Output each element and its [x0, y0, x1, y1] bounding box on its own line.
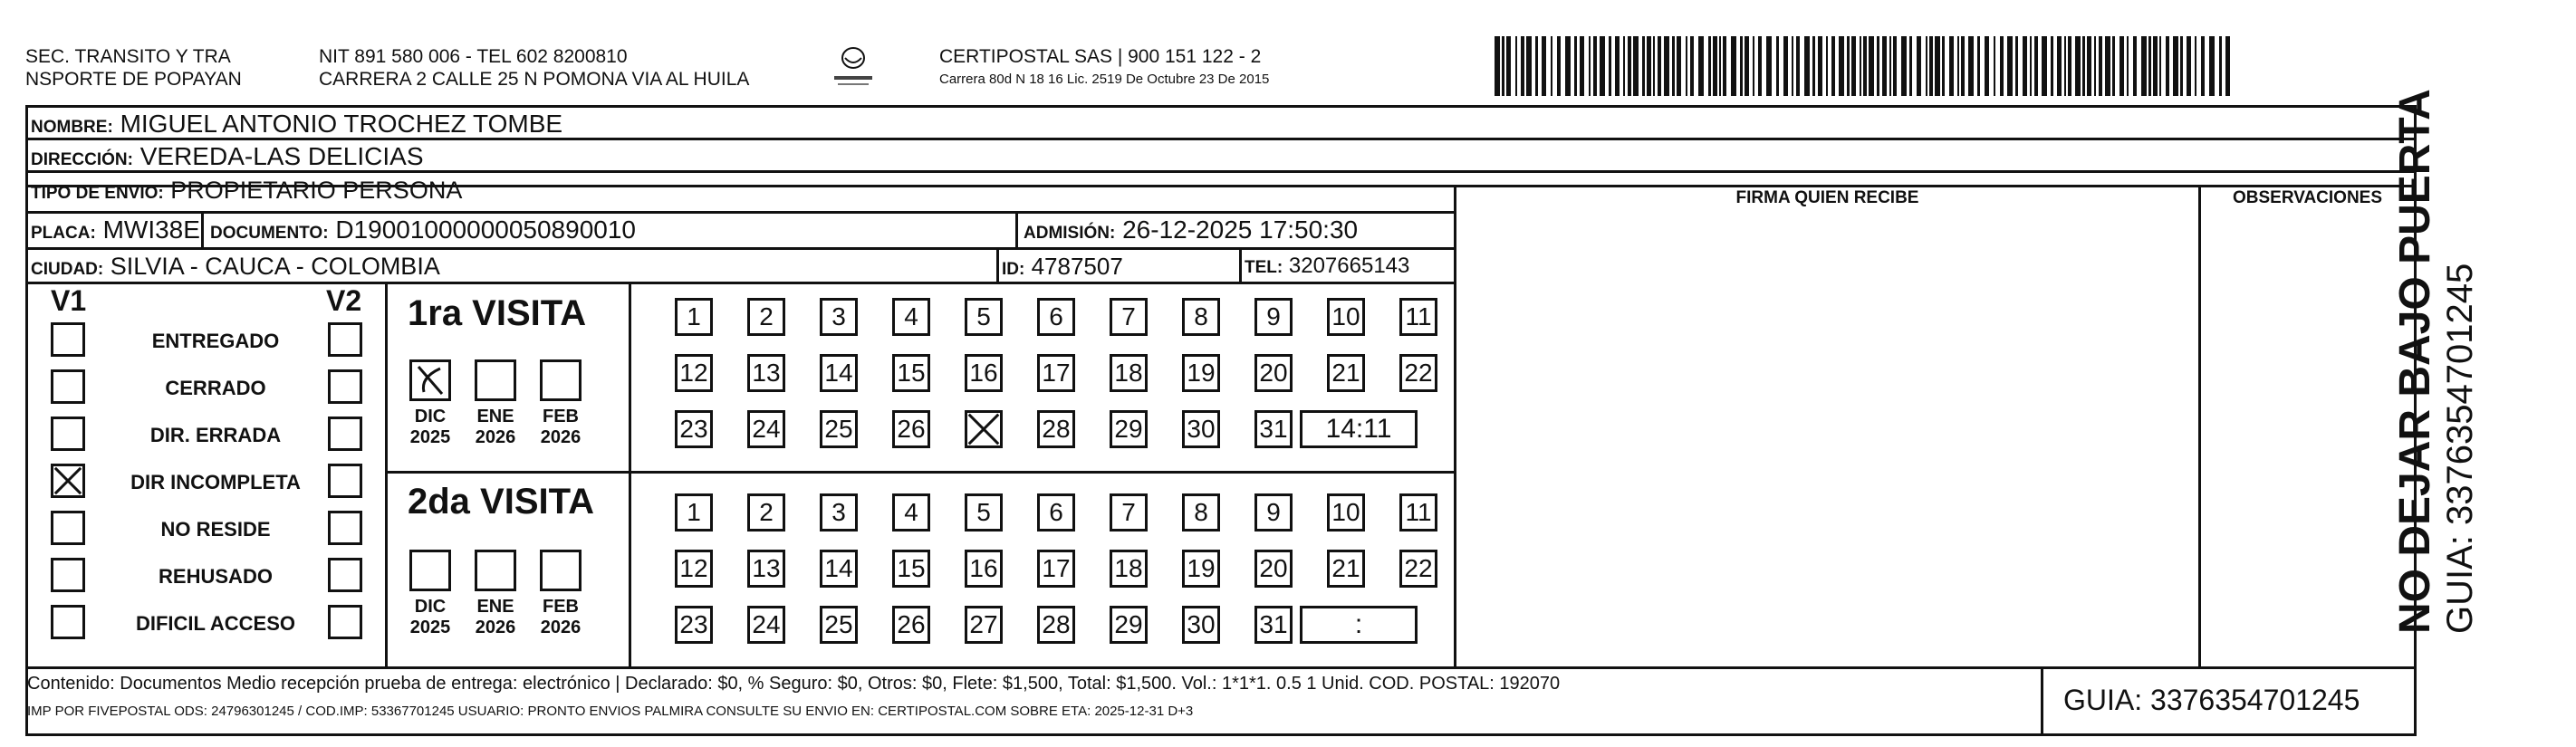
time-box: : — [1300, 606, 1418, 644]
month-checkbox — [475, 359, 516, 401]
barcode-bar — [2051, 36, 2053, 96]
day-box: 20 — [1254, 550, 1293, 588]
nit-line: NIT 891 580 006 - TEL 602 8200810 — [319, 46, 628, 67]
month-label — [399, 407, 462, 448]
barcode-bar — [2180, 36, 2183, 96]
id-field — [1002, 252, 1123, 284]
barcode-bar — [1869, 36, 1874, 96]
barcode-bar — [2141, 36, 2147, 96]
col-divider — [2041, 666, 2043, 736]
form-left-border — [25, 105, 28, 736]
day-box: 26 — [892, 606, 930, 644]
status-label: REHUSADO — [159, 565, 273, 588]
form-bottom-border — [25, 733, 2417, 736]
col-divider — [385, 282, 388, 666]
day-box: 17 — [1037, 550, 1075, 588]
barcode-bar — [1917, 36, 1921, 96]
month-year: 2025 — [409, 618, 451, 637]
barcode-bar — [1574, 36, 1577, 96]
barcode-bar — [1893, 36, 1897, 96]
barcode-bar — [1851, 36, 1856, 96]
barcode-bar — [2087, 36, 2091, 96]
col-divider — [2198, 185, 2201, 669]
id-label: ID: — [1002, 260, 1025, 279]
barcode-bar — [1557, 36, 1561, 96]
emblem-icon — [829, 40, 878, 91]
barcode-bar — [1783, 36, 1788, 96]
visit2-title: 2da VISITA — [408, 482, 594, 522]
barcode-bar — [1882, 36, 1887, 96]
day-box: 4 — [892, 298, 930, 336]
barcode-bar — [2023, 36, 2027, 96]
barcode-bar — [2007, 36, 2013, 96]
courier-name: CERTIPOSTAL SAS | 900 151 122 - 2 — [939, 46, 1262, 67]
tipo-value: PROPIETARIO PERSONA — [170, 177, 463, 204]
barcode-bar — [2034, 36, 2038, 96]
barcode-bar — [1600, 36, 1605, 96]
barcode-bar — [2153, 36, 2158, 96]
day-box: 19 — [1182, 354, 1220, 392]
barcode-bar — [1672, 36, 1675, 96]
barcode-bar — [1957, 36, 1959, 96]
barcode-bar — [2000, 36, 2004, 96]
time-box: 14:11 — [1300, 410, 1418, 448]
barcode-bar — [1526, 36, 1532, 96]
day-box: 13 — [747, 354, 785, 392]
day-box: 6 — [1037, 493, 1075, 532]
barcode-bar — [1535, 36, 1538, 96]
tel-field — [1245, 252, 1409, 283]
barcode-bar — [2148, 36, 2151, 96]
placa-value: MWI38E — [102, 215, 200, 244]
day-box: 10 — [1327, 493, 1365, 532]
firma-header: FIRMA QUIEN RECIBE — [1735, 188, 1919, 207]
month-year: 2025 — [409, 427, 451, 447]
barcode-bar — [1642, 36, 1645, 96]
barcode-bar — [1926, 36, 1927, 96]
day-box: 24 — [747, 606, 785, 644]
day-box: 21 — [1327, 354, 1365, 392]
barcode-bar — [1723, 36, 1726, 96]
nombre-field — [31, 110, 562, 142]
barcode-bar — [1719, 36, 1721, 96]
day-box: 18 — [1110, 550, 1148, 588]
barcode-bar — [2133, 36, 2137, 96]
barcode-bar — [1753, 36, 1754, 96]
footer-border — [25, 666, 2417, 669]
barcode-bar — [2201, 36, 2205, 96]
ciudad-field — [31, 252, 440, 284]
day-box: 14 — [820, 550, 858, 588]
day-box: 8 — [1182, 298, 1220, 336]
form-top-border — [25, 105, 2417, 108]
barcode-bar — [2068, 36, 2071, 96]
month-year: 2026 — [475, 427, 516, 447]
side-banner — [2391, 89, 2480, 634]
barcode-bar — [1766, 36, 1772, 96]
tipo-field — [31, 177, 462, 206]
col-divider — [1239, 247, 1242, 282]
v2-checkbox — [328, 464, 362, 498]
barcode — [1495, 36, 2237, 96]
v2-checkbox — [328, 322, 362, 357]
month-name: DIC — [414, 597, 447, 617]
day-box: 3 — [820, 493, 858, 532]
v2-checkbox — [328, 417, 362, 451]
day-box: 14 — [820, 354, 858, 392]
barcode-bar — [1961, 36, 1965, 96]
documento-value: D19001000000050890010 — [335, 215, 636, 244]
barcode-bar — [1593, 36, 1597, 96]
barcode-bar — [1804, 36, 1810, 96]
barcode-bar — [1949, 36, 1954, 96]
barcode-bar — [1609, 36, 1611, 96]
barcode-bar — [2173, 36, 2178, 96]
v1-header: V1 — [51, 284, 87, 317]
barcode-bar — [1839, 36, 1844, 96]
day-box: 21 — [1327, 550, 1365, 588]
barcode-bar — [1502, 36, 1504, 96]
barcode-bar — [2127, 36, 2129, 96]
v2-header: V2 — [326, 284, 362, 317]
barcode-bar — [1877, 36, 1879, 96]
day-box: 31 — [1254, 410, 1293, 448]
admision-value: 26-12-2025 17:50:30 — [1122, 215, 1359, 244]
barcode-bar — [2094, 36, 2096, 96]
nombre-value: MIGUEL ANTONIO TROCHEZ TOMBE — [120, 110, 563, 138]
barcode-bar — [1677, 36, 1681, 96]
day-box: 22 — [1399, 354, 1437, 392]
month-label — [399, 597, 462, 638]
barcode-bar — [1977, 36, 1980, 96]
imp-line: IMP POR FIVEPOSTAL ODS: 24796301245 / COD.IMP: 53367701245 USUARIO: PRONTO ENVIOS PALMIRA CONSULTE SU ENVIO EN: CERTIPOSTAL.COM SOBRE ETA: 2025-12-31 D+3 — [27, 704, 1194, 719]
day-box: 5 — [965, 298, 1003, 336]
month-year: 2026 — [475, 618, 516, 637]
v1-checkbox — [51, 605, 85, 639]
contenido-line: Contenido: Documentos Medio recepción prueba de entrega: electrónico | Declarado: $0, % Seguro: $0, Otros: $0, Flete: $1,500, Total: $1,500. Vol.: 1*1*1. 0.5 1 Unid. COD. POSTAL: 192070 — [27, 674, 1561, 694]
barcode-bar — [1713, 36, 1717, 96]
barcode-bar — [2105, 36, 2110, 96]
barcode-bar — [2112, 36, 2115, 96]
month-checkbox — [540, 359, 582, 401]
month-year: 2026 — [540, 427, 582, 447]
day-box: 6 — [1037, 298, 1075, 336]
day-box: 19 — [1182, 550, 1220, 588]
id-value: 4787507 — [1031, 253, 1123, 280]
status-label: ENTREGADO — [151, 330, 280, 352]
status-label: CERRADO — [165, 377, 266, 399]
visit1-title: 1ra VISITA — [408, 293, 587, 333]
day-box: 2 — [747, 493, 785, 532]
day-box: 9 — [1254, 298, 1293, 336]
courier-block — [939, 45, 1269, 91]
month-name: DIC — [414, 407, 447, 426]
barcode-bar — [1495, 36, 1500, 96]
month-checkbox — [475, 550, 516, 591]
barcode-bar — [2075, 36, 2081, 96]
day-box: 28 — [1037, 606, 1075, 644]
status-label: DIR INCOMPLETA — [130, 471, 301, 493]
barcode-bar — [1831, 36, 1835, 96]
day-box: 22 — [1399, 550, 1437, 588]
barcode-bar — [2166, 36, 2169, 96]
barcode-bar — [2195, 36, 2196, 96]
barcode-bar — [1647, 36, 1651, 96]
day-box: 18 — [1110, 354, 1148, 392]
issuer-block — [25, 45, 242, 91]
barcode-bar — [1686, 36, 1687, 96]
direccion-field — [31, 142, 424, 175]
month-label — [464, 407, 527, 448]
month-name: FEB — [543, 597, 579, 617]
barcode-bar — [1889, 36, 1891, 96]
barcode-bar — [1929, 36, 1933, 96]
no-dejar-warning: NO DEJAR BAJO PUERTA — [2391, 89, 2439, 634]
barcode-bar — [2225, 36, 2230, 96]
barcode-bar — [2042, 36, 2047, 96]
day-box: 28 — [1037, 410, 1075, 448]
barcode-bar — [1758, 36, 1762, 96]
month-label — [464, 597, 527, 638]
day-box: 3 — [820, 298, 858, 336]
v2-checkbox — [328, 605, 362, 639]
documento-label: DOCUMENTO: — [210, 224, 329, 243]
barcode-bar — [2219, 36, 2222, 96]
day-box: 24 — [747, 410, 785, 448]
month-name: ENE — [476, 597, 514, 617]
barcode-bar — [2030, 36, 2032, 96]
day-box: 25 — [820, 606, 858, 644]
day-box: 7 — [1110, 298, 1148, 336]
barcode-bar — [1792, 36, 1793, 96]
barcode-bar — [2159, 36, 2161, 96]
day-box: 26 — [892, 410, 930, 448]
barcode-bar — [2209, 36, 2215, 96]
col-divider — [1454, 185, 1456, 669]
day-box: 12 — [675, 550, 713, 588]
check-mark-icon — [409, 359, 451, 401]
v1-checkbox — [51, 558, 85, 592]
tipo-label: TIPO DE ENVIO: — [31, 184, 164, 203]
v2-checkbox — [328, 369, 362, 404]
barcode-bar — [1968, 36, 1974, 96]
barcode-bar — [1615, 36, 1620, 96]
day-box: 23 — [675, 410, 713, 448]
guia-number: GUIA: 3376354701245 — [2063, 684, 2360, 716]
barcode-bar — [1731, 36, 1736, 96]
direccion-label: DIRECCIÓN: — [31, 150, 133, 169]
barcode-bar — [1589, 36, 1591, 96]
col-divider — [996, 247, 999, 282]
barcode-bar — [1776, 36, 1779, 96]
day-box: 1 — [675, 493, 713, 532]
month-year: 2026 — [540, 618, 582, 637]
day-box: 1 — [675, 298, 713, 336]
day-box — [965, 410, 1003, 448]
documento-field — [210, 215, 636, 248]
barcode-bar — [1818, 36, 1822, 96]
day-box: 5 — [965, 493, 1003, 532]
v2-checkbox — [328, 558, 362, 592]
barcode-bar — [1551, 36, 1552, 96]
nombre-label: NOMBRE: — [31, 118, 113, 137]
day-box: 20 — [1254, 354, 1293, 392]
barcode-bar — [1542, 36, 1546, 96]
barcode-bar — [1796, 36, 1800, 96]
day-box: 31 — [1254, 606, 1293, 644]
day-box: 4 — [892, 493, 930, 532]
barcode-bar — [1863, 36, 1867, 96]
barcode-bar — [1565, 36, 1571, 96]
col-divider — [1015, 211, 1018, 247]
courier-license: Carrera 80d N 18 16 Lic. 2519 De Octubre 23 De 2015 — [939, 72, 1270, 87]
v1-checkbox — [51, 417, 85, 451]
day-box: 8 — [1182, 493, 1220, 532]
barcode-bar — [1580, 36, 1584, 96]
month-checkbox — [409, 550, 451, 591]
day-box: 15 — [892, 354, 930, 392]
barcode-bar — [1708, 36, 1711, 96]
admision-field — [1024, 215, 1358, 248]
barcode-bar — [1826, 36, 1828, 96]
day-box: 10 — [1327, 298, 1365, 336]
day-box: 25 — [820, 410, 858, 448]
day-box: 17 — [1037, 354, 1075, 392]
status-label: DIR. ERRADA — [149, 424, 282, 446]
day-box: 23 — [675, 606, 713, 644]
day-box: 30 — [1182, 410, 1220, 448]
col-divider — [201, 211, 204, 247]
tel-value: 3207665143 — [1288, 254, 1410, 278]
barcode-bar — [1860, 36, 1861, 96]
direccion-value: VEREDA-LAS DELICIAS — [139, 142, 424, 170]
visit-divider — [385, 471, 1456, 474]
v1-checkbox — [51, 511, 85, 545]
day-box: 16 — [965, 354, 1003, 392]
v2-checkbox — [328, 511, 362, 545]
month-name: FEB — [543, 407, 579, 426]
issuer-line-2: NSPORTE DE POPAYAN — [25, 69, 242, 90]
v1-checkbox — [51, 369, 85, 404]
issuer-contact — [319, 45, 749, 91]
day-box: 30 — [1182, 606, 1220, 644]
day-box: 11 — [1399, 298, 1437, 336]
barcode-bar — [1942, 36, 1945, 96]
tel-label: TEL: — [1245, 258, 1283, 277]
day-box: 29 — [1110, 410, 1148, 448]
status-label: DIFICIL ACCESO — [135, 612, 295, 635]
placa-field — [31, 215, 200, 248]
day-box: 7 — [1110, 493, 1148, 532]
barcode-bar — [1994, 36, 1995, 96]
status-label: NO RESIDE — [160, 518, 271, 541]
barcode-bar — [1812, 36, 1815, 96]
barcode-bar — [2015, 36, 2018, 96]
month-name: ENE — [476, 407, 514, 426]
day-box: 15 — [892, 550, 930, 588]
day-box: 16 — [965, 550, 1003, 588]
barcode-bar — [1985, 36, 1989, 96]
month-label — [529, 597, 592, 638]
side-guia: GUIA: 3376354701245 — [2440, 263, 2480, 634]
barcode-bar — [1745, 36, 1749, 96]
month-label — [529, 407, 592, 448]
day-box: 9 — [1254, 493, 1293, 532]
barcode-bar — [2187, 36, 2191, 96]
row-divider — [25, 211, 1456, 214]
day-box: 12 — [675, 354, 713, 392]
barcode-bar — [1690, 36, 1694, 96]
barcode-bar — [2082, 36, 2085, 96]
admision-label: ADMISIÓN: — [1024, 224, 1116, 243]
barcode-bar — [1623, 36, 1625, 96]
barcode-bar — [1901, 36, 1907, 96]
barcode-bar — [1506, 36, 1511, 96]
address-line: CARRERA 2 CALLE 25 N POMONA VIA AL HUILA — [319, 69, 750, 90]
barcode-bar — [1515, 36, 1517, 96]
barcode-bar — [1633, 36, 1639, 96]
day-box: 29 — [1110, 606, 1148, 644]
col-divider — [629, 282, 631, 666]
barcode-bar — [2057, 36, 2062, 96]
barcode-bar — [2064, 36, 2066, 96]
barcode-bar — [1740, 36, 1743, 96]
barcode-bar — [2099, 36, 2102, 96]
month-checkbox — [540, 550, 582, 591]
barcode-bar — [1935, 36, 1940, 96]
barcode-bar — [1698, 36, 1704, 96]
v1-checkbox — [51, 464, 85, 498]
barcode-bar — [1658, 36, 1661, 96]
barcode-bar — [1909, 36, 1912, 96]
ciudad-label: CIUDAD: — [31, 260, 104, 279]
barcode-bar — [1521, 36, 1524, 96]
day-box: 13 — [747, 550, 785, 588]
v1-checkbox — [51, 322, 85, 357]
day-box: 2 — [747, 298, 785, 336]
placa-label: PLACA: — [31, 224, 96, 243]
barcode-bar — [1664, 36, 1669, 96]
ciudad-value: SILVIA - CAUCA - COLOMBIA — [110, 253, 440, 280]
barcode-bar — [2119, 36, 2124, 96]
day-box: 27 — [965, 606, 1003, 644]
barcode-bar — [1628, 36, 1631, 96]
issuer-line-1: SEC. TRANSITO Y TRA — [25, 46, 231, 67]
observaciones-header: OBSERVACIONES — [2232, 188, 2383, 207]
day-box: 11 — [1399, 493, 1437, 532]
barcode-bar — [1847, 36, 1850, 96]
barcode-bar — [1653, 36, 1655, 96]
